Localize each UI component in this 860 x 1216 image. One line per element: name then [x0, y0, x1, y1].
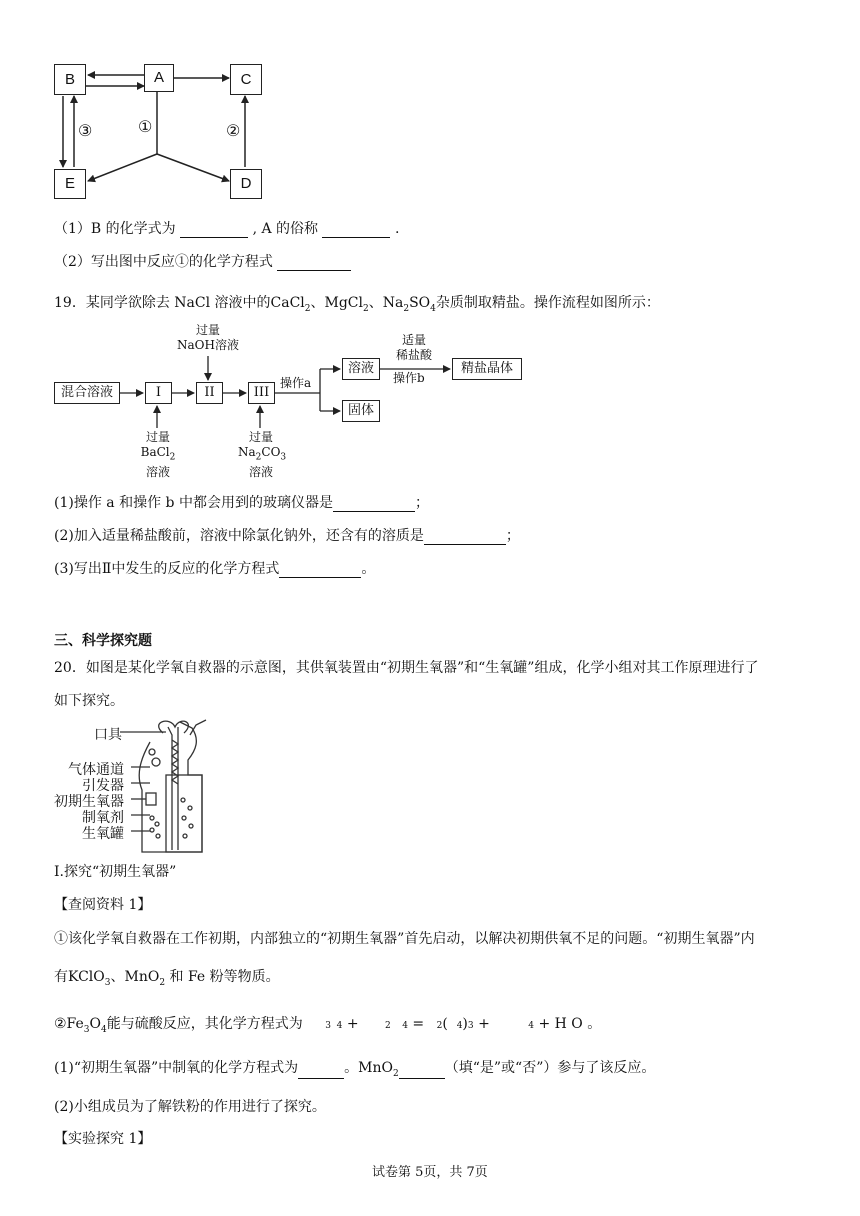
- flow-bacl2-label: 过量 BaCl$_2$ 溶液: [140, 430, 176, 480]
- q18-part2: （2）写出图中反应①的化学方程式: [54, 251, 351, 271]
- q19-q2: (2)加入适量稀盐酸前，溶液中除氯化钠外，还含有的溶质是 ；: [54, 528, 520, 544]
- flow-mixture: 混合溶液: [54, 382, 120, 404]
- device-label-initial-generator: 初期生氧器: [54, 794, 124, 810]
- node-d: D: [230, 169, 262, 199]
- node-a: A: [144, 64, 174, 92]
- flow-step-2: II: [196, 382, 223, 404]
- q20-info1-line2: 有KClO$_3$、MnO$_2$ 和 Fe 粉等物质。: [54, 969, 280, 988]
- node-e: E: [54, 169, 86, 199]
- q20-info1-line1: ①该化学氧自救器在工作初期，内部独立的“初期生氧器”首先启动，以解决初期供氧不足的问题。“初期生氧器”内: [54, 931, 755, 947]
- flow-solid: 固体: [342, 400, 380, 422]
- node-c: C: [230, 64, 262, 95]
- q19-q1: (1)操作 a 和操作 b 中都会用到的玻璃仪器是 ；: [54, 495, 429, 511]
- q20-exp1: 【实验探究 1】: [54, 1131, 152, 1147]
- flow-product: 精盐晶体: [452, 358, 522, 380]
- device-label-mouthpiece: 口具: [94, 727, 122, 743]
- device-label-oxygen-tank: 生氧罐: [82, 826, 124, 842]
- reaction-marker-1: ①: [138, 117, 153, 136]
- device-label-igniter: 引发器: [82, 778, 124, 794]
- device-label-gas-channel: 气体通道: [68, 762, 124, 778]
- q20-q1: (1)“初期生氧器”中制氧的化学方程式为 。MnO$_2$ （填“是”或“否”）参与了该反应。: [54, 1060, 656, 1079]
- q19-intro: 19．某同学欲除去 NaCl 溶液中的CaCl$_2$、MgCl$_2$、$Na_2SO_4$杂质制取精盐。操作流程如图所示：: [54, 295, 660, 314]
- flow-step-1: I: [145, 382, 172, 404]
- flow-na2co3-label: 过量 $Na_2CO_3$ 溶液: [238, 430, 287, 480]
- q20-info2: $②Fe_3O_4$能与硫酸反应，其化学方程式为 3 4 + 2 4 = 2( 4)3 + 4 + H O 。: [54, 1016, 602, 1035]
- q19-q3: (3)写出Ⅱ中发生的反应的化学方程式 。: [54, 561, 376, 577]
- q20-intro-2: 如下探究。: [54, 693, 124, 709]
- flow-acid-label: 适量 稀盐酸: [395, 333, 432, 362]
- reaction-marker-3: ③: [78, 121, 93, 140]
- flow-op-a: 操作a: [280, 376, 312, 390]
- device-label-oxygen-agent: 制氧剂: [82, 810, 124, 826]
- section-title: 三、科学探究题: [54, 633, 152, 649]
- q20-ref1: 【查阅资料 1】: [54, 897, 152, 913]
- flow-solution: 溶液: [342, 358, 380, 380]
- rescuer-device-drawing: [120, 720, 206, 852]
- flow-step-3: III: [248, 382, 275, 404]
- q18-part1: （1）B 的化学式为 , A 的俗称 .: [54, 221, 400, 237]
- node-b: B: [54, 64, 86, 95]
- flow-naoh-label: 过量 NaOH溶液: [177, 323, 239, 352]
- q20-intro-1: 20．如图是某化学氧自救器的示意图，其供氧装置由“初期生氧器”和“生氧罐”组成，化学小组对其工作原理进行了: [54, 660, 759, 676]
- reaction-marker-2: ②: [226, 121, 241, 140]
- q20-part1: Ⅰ.探究“初期生氧器”: [54, 864, 177, 880]
- flow-op-b: 操作b: [393, 371, 425, 385]
- page-footer: 试卷第 5页，共 7页: [372, 1165, 488, 1180]
- q20-q2: (2)小组成员为了解铁粉的作用进行了探究。: [54, 1099, 326, 1115]
